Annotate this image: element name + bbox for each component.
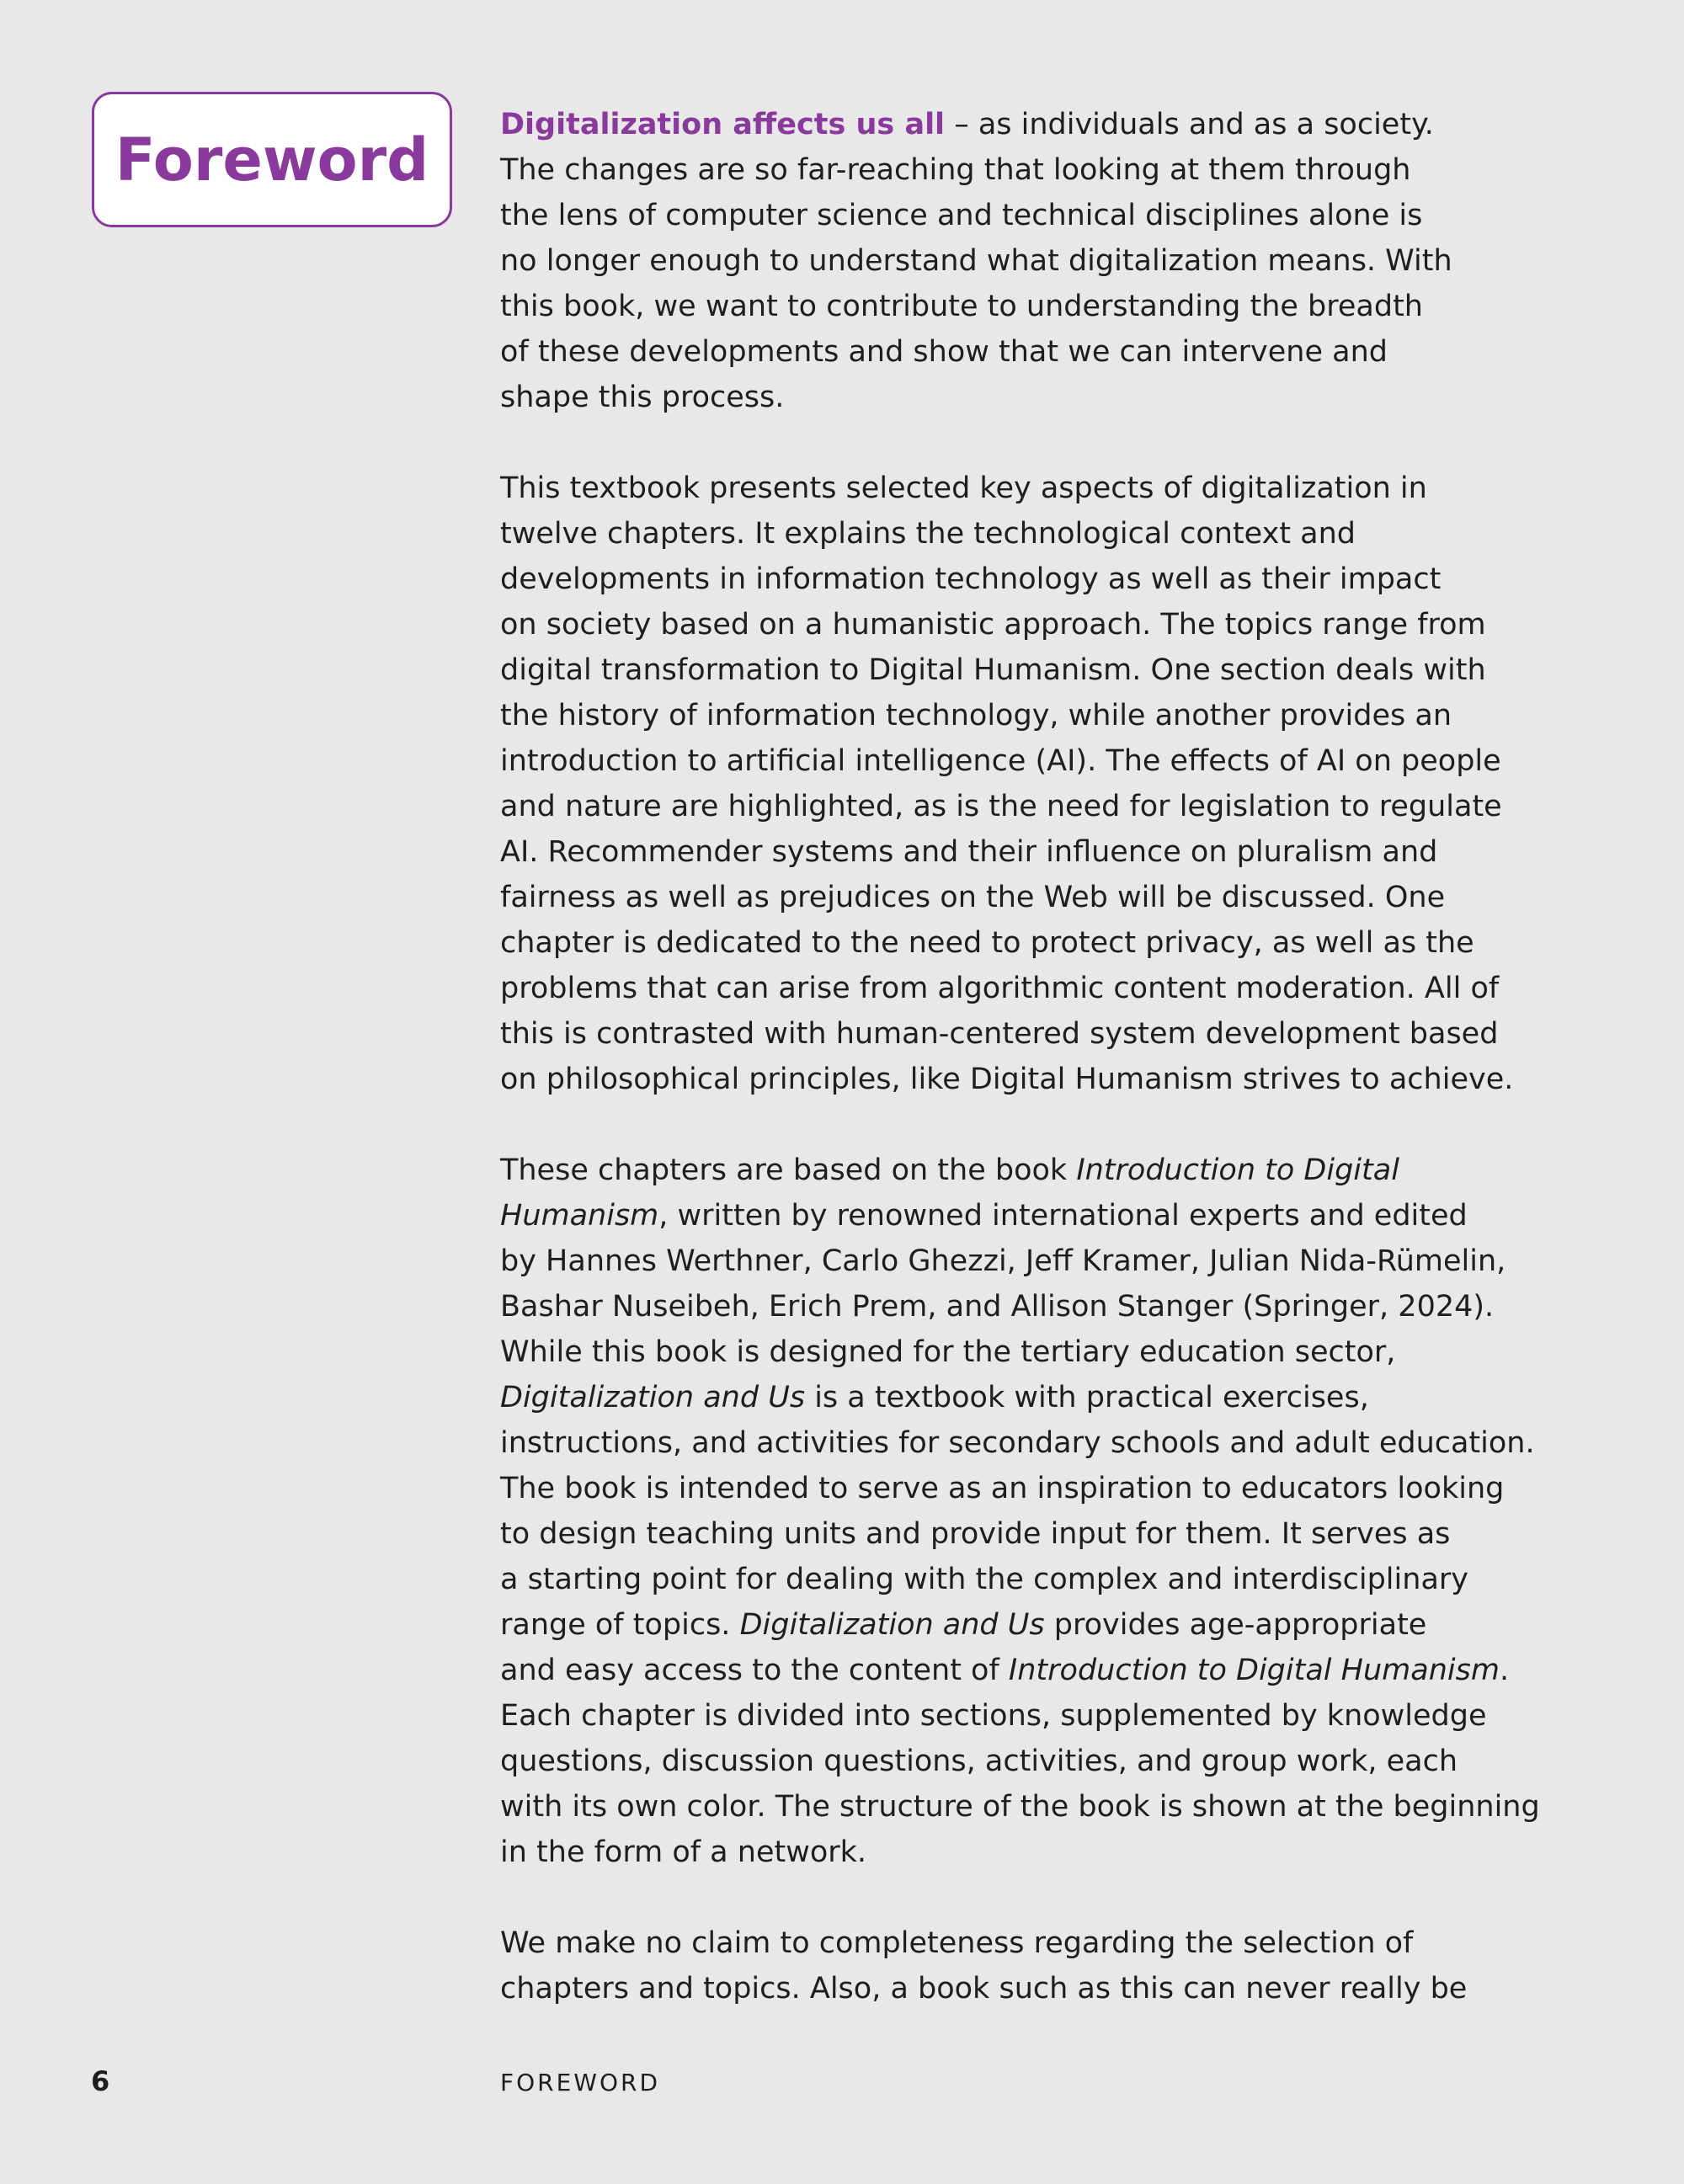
- text-line: instructions, and activities for secondary schools and adult education.: [500, 1426, 1535, 1460]
- text-line: this is contrasted with human-centered system development based: [500, 1017, 1499, 1051]
- line-text: – as individuals and as a society.: [945, 108, 1434, 141]
- text-line: Each chapter is divided into sections, supplemented by knowledge: [500, 1699, 1487, 1733]
- book-title: Introduction to Digital Humanism: [1008, 1654, 1500, 1687]
- text-line: the history of information technology, while another provides an: [500, 699, 1452, 732]
- line-text: provides age-appropriate: [1044, 1608, 1427, 1642]
- text-line: the lens of computer science and technical disciplines alone is: [500, 199, 1423, 232]
- text-line: [500, 1193, 1595, 1238]
- line-text: is a textbook with practical exercises,: [805, 1381, 1369, 1414]
- paragraph: [500, 102, 1595, 420]
- text-line: The changes are so far-reaching that looking at them through: [500, 153, 1411, 187]
- text-line: questions, discussion questions, activities, and group work, each: [500, 1745, 1458, 1778]
- text-line: [500, 1602, 1595, 1648]
- book-title: Digitalization and Us: [500, 1381, 806, 1414]
- text-line: [500, 1375, 1595, 1420]
- text-line: introduction to artificial intelligence (AI). The effects of AI on people: [500, 744, 1501, 778]
- text-line: to design teaching units and provide input for them. It serves as: [500, 1517, 1451, 1551]
- text-line: While this book is designed for the tertiary education sector,: [500, 1335, 1396, 1369]
- chapter-title-box: [92, 92, 452, 227]
- page-number: 6: [91, 2065, 110, 2097]
- paragraph: [500, 466, 1595, 1102]
- line-text: range of topics.: [500, 1608, 740, 1642]
- line-text: , written by renowned international experts and edited: [658, 1199, 1468, 1233]
- text-line: digital transformation to Digital Humanism. One section deals with: [500, 653, 1486, 687]
- text-line: The book is intended to serve as an inspiration to educators looking: [500, 1472, 1505, 1505]
- text-line: problems that can arise from algorithmic content moderation. All of: [500, 972, 1500, 1005]
- text-line: by Hannes Werthner, Carlo Ghezzi, Jeff Kramer, Julian Nida-Rümelin,: [500, 1244, 1506, 1278]
- text-line: with its own color. The structure of the book is shown at the beginning: [500, 1790, 1540, 1824]
- running-footer: FOREWORD: [500, 2069, 661, 2096]
- text-line: of these developments and show that we can intervene and: [500, 335, 1388, 369]
- text-line: chapters and topics. Also, a book such as this can never really be: [500, 1972, 1468, 2006]
- text-line: shape this process.: [500, 381, 785, 414]
- paragraph: [500, 1148, 1595, 1875]
- text-line: [500, 102, 1595, 147]
- book-title: Humanism: [500, 1199, 659, 1233]
- text-line: in the form of a network.: [500, 1835, 867, 1869]
- line-text: and easy access to the content of: [500, 1654, 1009, 1687]
- text-line: on philosophical principles, like Digital Humanism strives to achieve.: [500, 1063, 1514, 1096]
- text-line: chapter is dedicated to the need to protect privacy, as well as the: [500, 926, 1474, 960]
- paragraph: [500, 1920, 1595, 2011]
- chapter-title: Foreword: [115, 125, 429, 194]
- text-line: Bashar Nuseibeh, Erich Prem, and Allison Stanger (Springer, 2024).: [500, 1290, 1495, 1324]
- text-line: no longer enough to understand what digitalization means. With: [500, 244, 1452, 278]
- book-title: Introduction to Digital: [1076, 1153, 1399, 1187]
- text-line: [500, 1648, 1595, 1693]
- body-text: [500, 102, 1595, 2057]
- text-line: a starting point for dealing with the complex and interdisciplinary: [500, 1563, 1468, 1596]
- text-line: [500, 1148, 1595, 1193]
- text-line: twelve chapters. It explains the technological context and: [500, 517, 1356, 551]
- text-line: this book, we want to contribute to understanding the breadth: [500, 290, 1423, 323]
- text-line: developments in information technology as well as their impact: [500, 562, 1442, 596]
- text-line: This textbook presents selected key aspects of digitalization in: [500, 471, 1427, 505]
- text-line: We make no claim to completeness regarding the selection of: [500, 1926, 1414, 1960]
- line-text: These chapters are based on the book: [500, 1153, 1077, 1187]
- line-text: .: [1499, 1654, 1510, 1687]
- lead-phrase: Digitalization affects us all: [500, 108, 946, 141]
- text-line: on society based on a humanistic approach. The topics range from: [500, 608, 1486, 642]
- text-line: and nature are highlighted, as is the need for legislation to regulate: [500, 790, 1502, 823]
- book-title: Digitalization and Us: [739, 1608, 1045, 1642]
- text-line: AI. Recommender systems and their influence on pluralism and: [500, 835, 1438, 869]
- text-line: fairness as well as prejudices on the Web will be discussed. One: [500, 881, 1446, 914]
